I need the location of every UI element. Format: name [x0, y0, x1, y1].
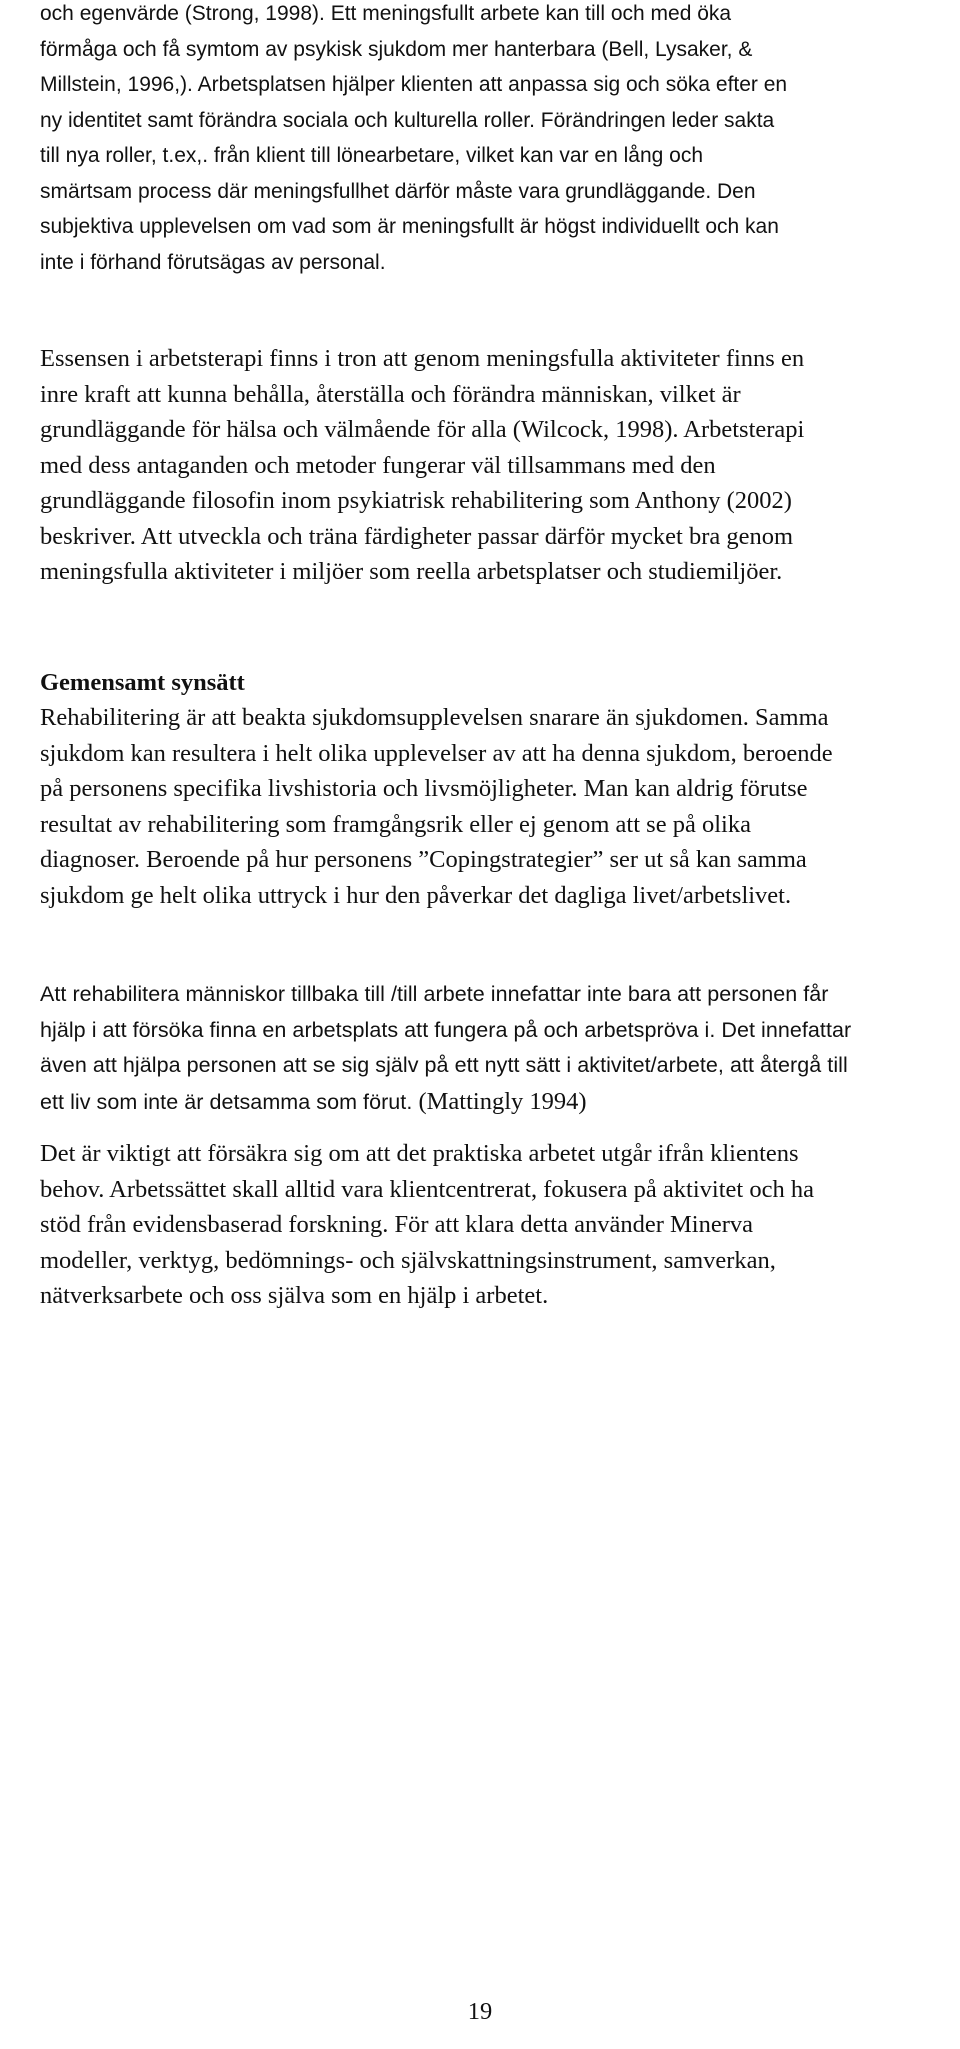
text-line: och egenvärde (Strong, 1998). Ett meningsfullt arbete kan till och med öka — [40, 2, 732, 25]
text-line: förmåga och få symtom av psykisk sjukdom mer hanterbara (Bell, Lysaker, & — [40, 37, 753, 61]
text-line: hjälp i att försöka finna en arbetsplats att fungera på och arbetspröva i. Det innefattar — [40, 1017, 852, 1042]
text-line: med dess antaganden och metoder fungerar väl tillsammans med den — [40, 451, 716, 479]
text-line — [40, 1084, 930, 1121]
section-heading: Gemensamt synsätt — [40, 669, 245, 696]
text-line: ny identitet samt förändra sociala och kulturella roller. Förändringen leder sakta — [40, 108, 775, 132]
page-number: 19 — [467, 1998, 493, 2025]
paragraph-return-to-work — [40, 977, 930, 1120]
text-line: diagnoser. Beroende på hur personens ”Copingstrategier” ser ut så kan samma — [40, 846, 807, 873]
text-line: smärtsam process där meningsfullhet därför måste vara grundläggande. Den — [40, 179, 756, 203]
text-run: ett liv som inte är detsamma som förut. — [40, 1089, 413, 1114]
text-line: sjukdom kan resultera i helt olika upplevelser av att ha denna sjukdom, beroende — [40, 739, 833, 767]
paragraph-rehabilitation — [40, 700, 930, 913]
text-line: till nya roller, t.ex,. från klient till lönearbetare, vilket kan var en lång och — [40, 144, 703, 167]
text-line: resultat av rehabilitering som framgångsrik eller ej genom att se på olika — [40, 810, 751, 838]
text-line: meningsfulla aktiviteter i miljöer som reella arbetsplatser och studiemiljöer. — [40, 558, 783, 585]
text-line: Rehabilitering är att beakta sjukdomsupplevelsen snarare än sjukdomen. Samma — [40, 704, 829, 731]
text-line: subjektiva upplevelsen om vad som är meningsfullt är högst individuellt och kan — [40, 215, 779, 238]
text-line: modeller, verktyg, bedömnings- och självskattningsinstrument, samverkan, — [40, 1246, 776, 1274]
text-line: inre kraft att kunna behålla, återställa och förändra människan, vilket är — [40, 380, 741, 408]
text-line: Att rehabilitera människor tillbaka till /till arbete innefattar inte bara att personen får — [40, 982, 829, 1006]
text-line: nätverksarbete och oss själva som en hjälp i arbetet. — [40, 1282, 549, 1309]
text-line: stöd från evidensbaserad forskning. För att klara detta använder Minerva — [40, 1211, 753, 1238]
text-line: behov. Arbetssättet skall alltid vara klientcentrerat, fokusera på aktivitet och ha — [40, 1175, 814, 1203]
text-line: även att hjälpa personen att se sig själv på ett nytt sätt i aktivitet/arbete, att återgå till — [40, 1053, 848, 1077]
text-line: sjukdom ge helt olika uttryck i hur den påverkar det dagliga livet/arbetslivet. — [40, 881, 792, 909]
text-line: grundläggande för hälsa och välmående för alla (Wilcock, 1998). Arbetsterapi — [40, 416, 805, 443]
paragraph-intro — [40, 0, 930, 280]
text-line: grundläggande filosofin inom psykiatrisk rehabilitering som Anthony (2002) — [40, 487, 792, 514]
text-line: Millstein, 1996,). Arbetsplatsen hjälper klienten att anpassa sig och söka efter en — [40, 73, 788, 96]
text-line: Det är viktigt att försäkra sig om att det praktiska arbetet utgår ifrån klientens — [40, 1140, 799, 1167]
text-line: beskriver. Att utveckla och träna färdigheter passar därför mycket bra genom — [40, 522, 794, 550]
text-line: Essensen i arbetsterapi finns i tron att genom meningsfulla aktiviteter finns en — [40, 345, 805, 372]
text-line: inte i förhand förutsägas av personal. — [40, 250, 386, 274]
paragraph-client-centered — [40, 1136, 930, 1314]
paragraph-essence — [40, 341, 930, 590]
text-line: på personens specifika livshistoria och livsmöjligheter. Man kan aldrig förutse — [40, 775, 808, 802]
citation: (Mattingly 1994) — [412, 1087, 587, 1115]
